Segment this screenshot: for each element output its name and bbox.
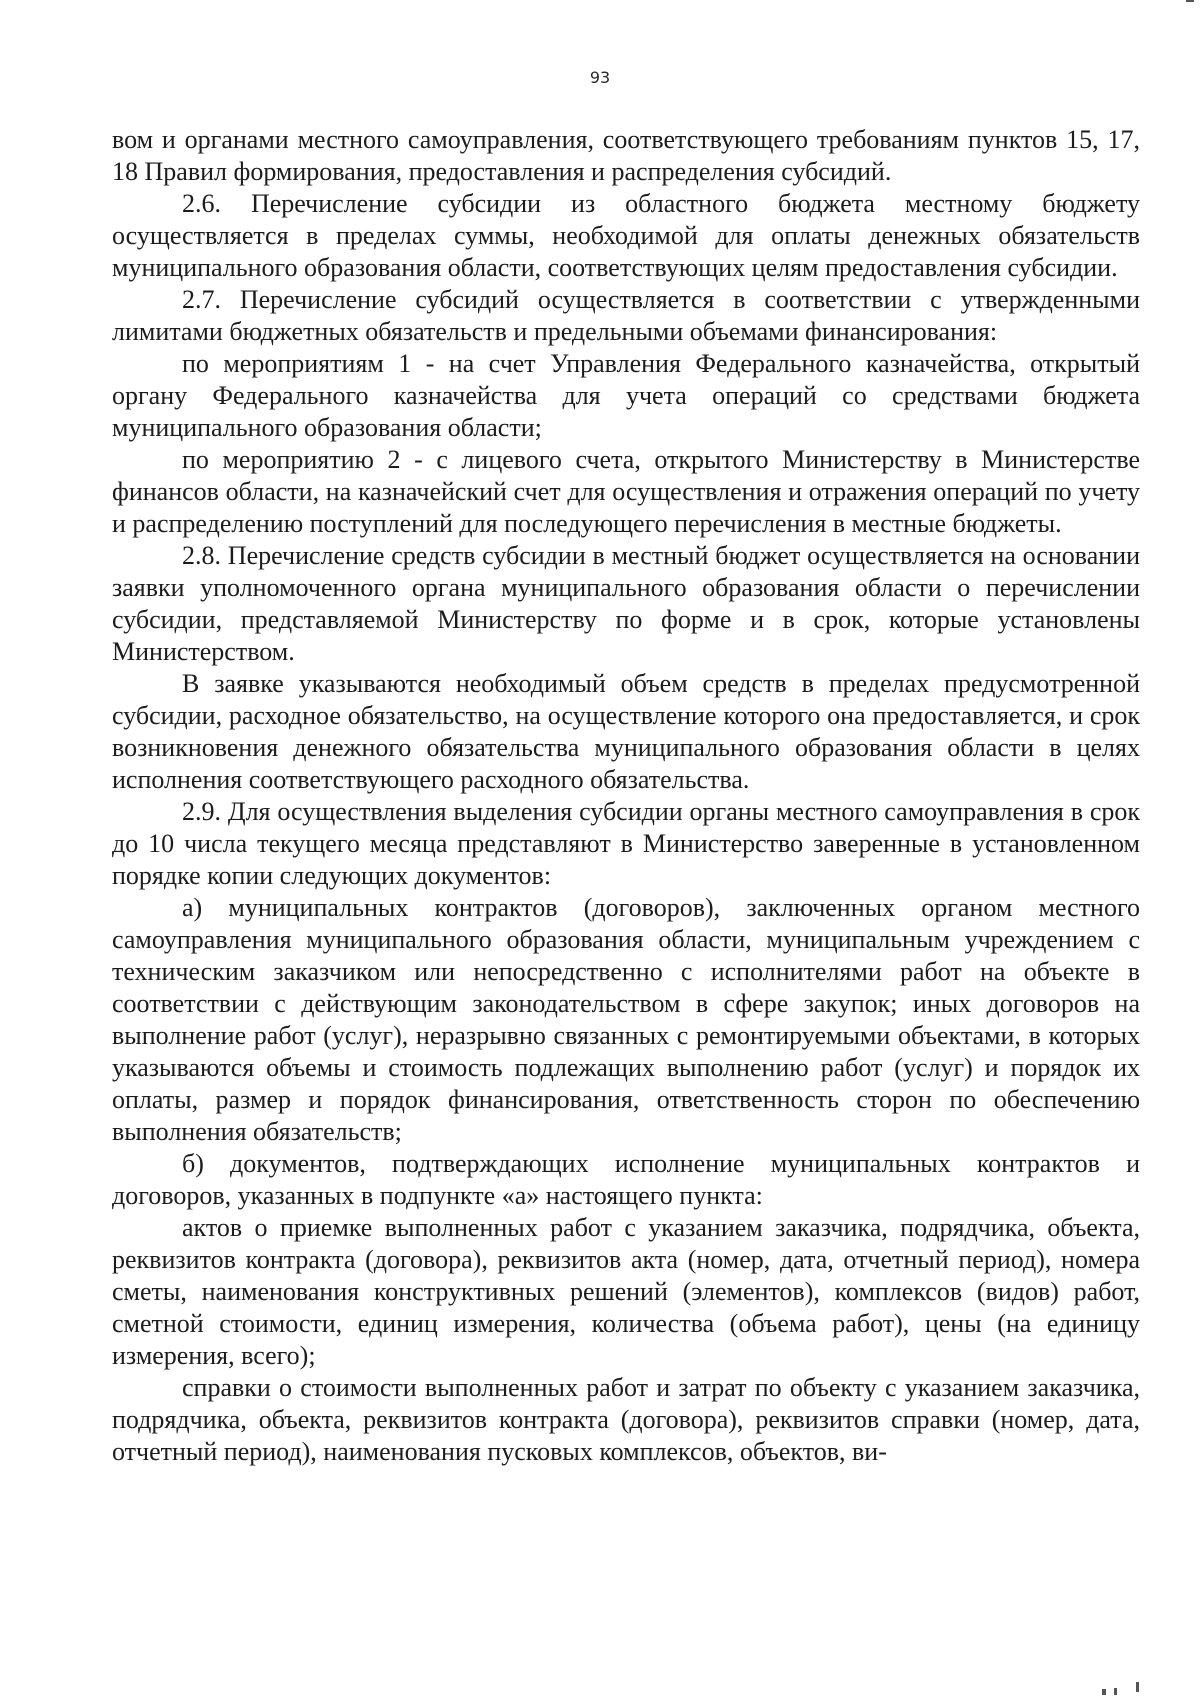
paragraph-2-9: 2.9. Для осуществления выделения субсидии органы местного самоуправления в срок до 10 числа текущего месяца представляют в Министерство заверенные в установленном порядке копии следующих документов:: [112, 797, 1140, 890]
paragraph-2-7-measure-2: по мероприятию 2 - с лицевого счета, открытого Министерству в Министерстве финансов области, на казначейский счет для осуществления и отражения операций по учету и распределению поступлений для последующего перечисления в местные бюджеты.: [112, 445, 1140, 538]
paragraph-2-8-request: В заявке указываются необходимый объем средств в пределах предусмотренной субсидии, расходное обязательство, на осуществление которого она предоставляется, и срок возникновения денежного обязательства муниципального образования области в целях исполнения соответствующего расходного обязательства.: [112, 669, 1140, 794]
paragraph-2-6: 2.6. Перечисление субсидии из областного бюджета местному бюджету осуществляется в пределах суммы, необходимой для оплаты денежных обязательств муниципального образования области, соответствующих целям предоставления субсидии.: [112, 189, 1140, 282]
scan-edge-mark: [1186, 0, 1194, 2]
scan-edge-mark: [1136, 1682, 1139, 1692]
paragraph-continuation: вом и органами местного самоуправления, соответствующего требованиям пунктов 15, 17, 18 Правил формирования, предоставления и распределения субсидий.: [112, 125, 1140, 186]
paragraph-2-7-measure-1: по мероприятиям 1 - на счет Управления Федерального казначейства, открытый органу Федерального казначейства для учета операций со средствами бюджета муниципального образования области;: [112, 349, 1140, 442]
scan-edge-mark: [1114, 1688, 1117, 1695]
scan-edge-mark: [1102, 1689, 1106, 1695]
paragraph-2-9-a: а) муниципальных контрактов (договоров), заключенных органом местного самоуправления муниципального образования области, муниципальным учреждением с техническим заказчиком или непосредственно с исполнителями работ на объекте в соответствии с действующим законодательством в сфере закупок; иных договоров на выполнение работ (услуг), неразрывно связанных с ремонтируемыми объектами, в которых указываются объемы и стоимость подлежащих выполнению работ (услуг) и порядок их оплаты, размер и порядок финансирования, ответственность сторон по обеспечению выполнения обязательств;: [112, 893, 1140, 1146]
page-number: 93: [589, 68, 611, 87]
paragraph-acts: актов о приемке выполненных работ с указанием заказчика, подрядчика, объекта, реквизитов контракта (договора), реквизитов акта (номер, дата, отчетный период), номера сметы, наименования конструктивных решений (элементов), комплексов (видов) работ, сметной стоимости, единиц измерения, количества (объема работ), цены (на единицу измерения, всего);: [112, 1213, 1140, 1370]
paragraph-certificates: справки о стоимости выполненных работ и затрат по объекту с указанием заказчика, подрядчика, объекта, реквизитов контракта (договора), реквизитов справки (номер, дата, отчетный период), наименования пусковых комплексов, объектов, ви-: [112, 1373, 1140, 1466]
paragraph-2-9-b: б) документов, подтверждающих исполнение муниципальных контрактов и договоров, указанных в подпункте «а» настоящего пункта:: [112, 1149, 1140, 1210]
paragraph-2-8: 2.8. Перечисление средств субсидии в местный бюджет осуществляется на основании заявки уполномоченного органа муниципального образования области о перечислении субсидии, представляемой Министерству по форме и в срок, которые установлены Министерством.: [112, 541, 1140, 666]
body-text: [112, 124, 1140, 1468]
paragraph-2-7: 2.7. Перечисление субсидий осуществляется в соответствии с утвержденными лимитами бюджетных обязательств и предельными объемами финансирования:: [112, 285, 1140, 346]
